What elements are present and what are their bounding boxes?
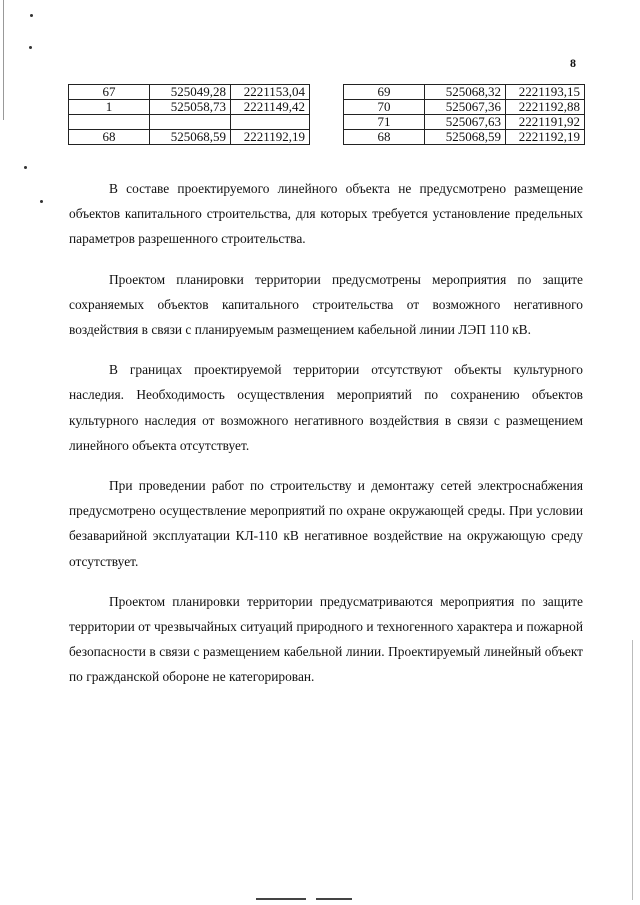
- y-coordinate-cell: 2221153,04: [231, 85, 310, 100]
- table-row: [344, 130, 585, 145]
- point-number-cell: 68: [344, 130, 425, 145]
- paragraph: В составе проектируемого линейного объекта не предусмотрено размещение объектов капитального строительства, для которых требуется установление предельных параметров разрешенного строительства.: [69, 181, 583, 247]
- point-number-cell: [69, 115, 150, 130]
- table-row: [344, 85, 585, 100]
- point-number-cell: 67: [69, 85, 150, 100]
- point-number-cell: 71: [344, 115, 425, 130]
- y-coordinate-cell: [231, 115, 310, 130]
- y-coordinate-cell: 2221191,92: [506, 115, 585, 130]
- x-coordinate-cell: 525049,28: [150, 85, 231, 100]
- table-row: [344, 100, 585, 115]
- point-number-cell: 69: [344, 85, 425, 100]
- coordinates-table-right: [343, 84, 585, 145]
- page-number: 8: [570, 56, 576, 70]
- scan-edge-line: [3, 0, 4, 120]
- scan-edge-line-right: [632, 640, 633, 900]
- x-coordinate-cell: [150, 115, 231, 130]
- scan-dot: [30, 14, 33, 17]
- scan-smudge: [256, 898, 306, 900]
- x-coordinate-cell: 525067,36: [425, 100, 506, 115]
- y-coordinate-cell: 2221192,88: [506, 100, 585, 115]
- table-row: [69, 115, 310, 130]
- x-coordinate-cell: 525068,59: [150, 130, 231, 145]
- x-coordinate-cell: 525058,73: [150, 100, 231, 115]
- y-coordinate-cell: 2221192,19: [231, 130, 310, 145]
- point-number-cell: 70: [344, 100, 425, 115]
- table-row: [69, 130, 310, 145]
- point-number-cell: 68: [69, 130, 150, 145]
- paragraph: В границах проектируемой территории отсутствуют объекты культурного наследия. Необходимость осуществления мероприятий по сохранению объектов культурного наследия от возможного негативного воздействия в связи с размещением линейного объекта отсутствует.: [69, 362, 583, 453]
- point-number-cell: 1: [69, 100, 150, 115]
- scan-dot: [29, 46, 32, 49]
- y-coordinate-cell: 2221193,15: [506, 85, 585, 100]
- x-coordinate-cell: 525068,59: [425, 130, 506, 145]
- table-row: [69, 85, 310, 100]
- paragraph: Проектом планировки территории предусматриваются мероприятия по защите территории от чрезвычайных ситуаций природного и техногенного характера и пожарной безопасности в связи с размещением кабельной линии. Проектируемый линейный объект по гражданской обороне не категорирован.: [69, 593, 583, 685]
- table-row: [344, 115, 585, 130]
- document-body: [69, 176, 583, 705]
- y-coordinate-cell: 2221149,42: [231, 100, 310, 115]
- scan-dot: [40, 200, 43, 203]
- x-coordinate-cell: 525067,63: [425, 115, 506, 130]
- paragraph: При проведении работ по строительству и демонтажу сетей электроснабжения предусмотрено осуществление мероприятий по охране окружающей среды. При условии безаварийной эксплуатации КЛ-110 кВ негативное воздействие на окружающую среду отсутствует.: [69, 478, 583, 569]
- scan-dot: [24, 166, 27, 169]
- table-row: [69, 100, 310, 115]
- paragraph: Проектом планировки территории предусмотрены мероприятия по защите сохраняемых объектов капитального строительства от возможного негативного воздействия в связи с планируемым размещением кабельной линии ЛЭП 110 кВ.: [69, 271, 583, 338]
- y-coordinate-cell: 2221192,19: [506, 130, 585, 145]
- scan-smudge: [316, 898, 352, 900]
- coordinates-table-left: [68, 84, 310, 145]
- x-coordinate-cell: 525068,32: [425, 85, 506, 100]
